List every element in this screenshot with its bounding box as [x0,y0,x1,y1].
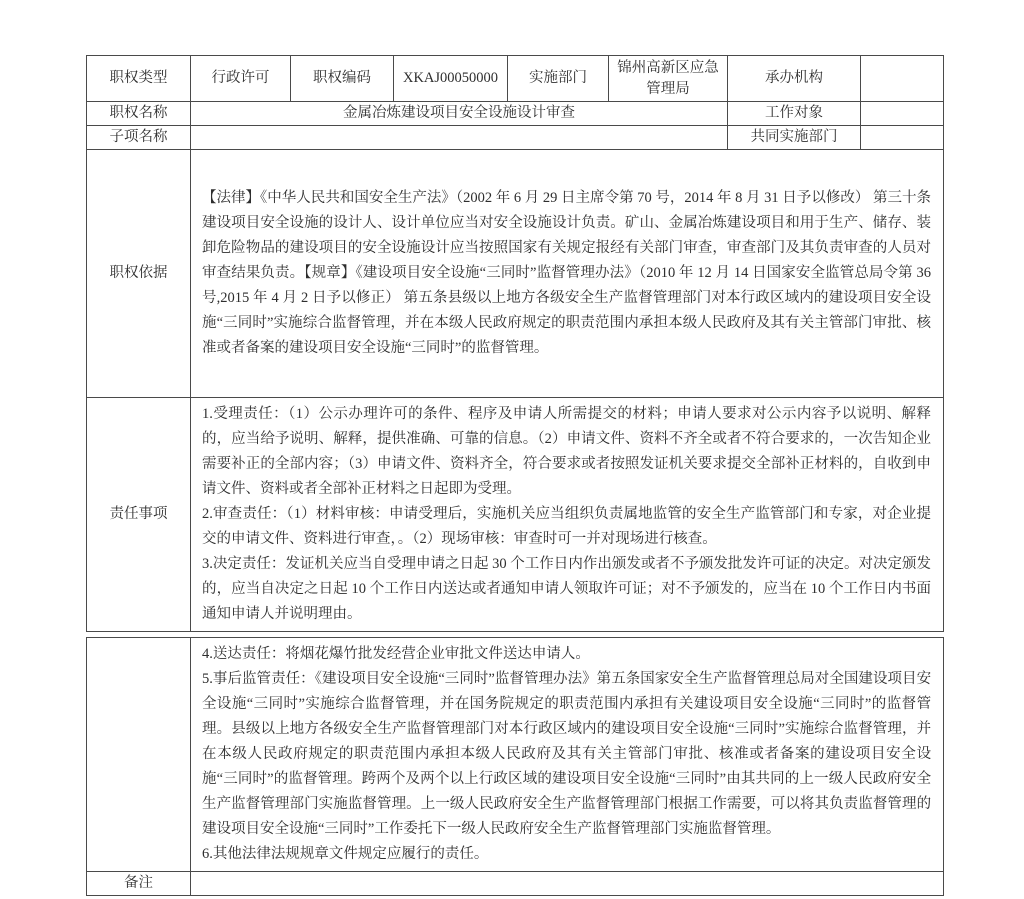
subitem-name-value [191,126,728,150]
authority-type-value: 行政许可 [191,56,291,102]
responsibility-item-3: 3.决定责任：发证机关应当自受理申请之日起 30 个工作日内作出颁发或者不予颁发批发许可证的决定。对决定颁发的，应当自决定之日起 10 个工作日内送达或者通知申请人领取许可证；对不予颁发的，应当在 10 个工作日内书面通知申请人并说明理由。 [202,556,931,622]
authority-code-value: XKAJ00050000 [394,56,508,102]
responsibility-continued-text [191,638,944,872]
responsibility-item-5: 5.事后监管责任：《建设项目安全设施“三同时”监督管理办法》第五条国家安全生产监督管理总局对全国建设项目安全设施“三同时”实施综合监督管理，并在国务院规定的职责范围内承担有关建设项目安全设施“三同时”的监督管理。县级以上地方各级安全生产监督管理部门对本行政区域内的建设项目安全设施“三同时”实施综合监督管理，并在本级人民政府规定的职责范围内承担本级人民政府及其有关主管部门审批、核准或者备案的建设项目安全设施“三同时”的监督管理。跨两个及两个以上行政区域的建设项目安全设施“三同时”由其共同的上一级人民政府安全生产监督管理部门实施监督管理。上一级人民政府安全生产监督管理部门根据工作需要，可以将其负责监督管理的建设项目安全设施“三同时”工作委托下一级人民政府安全生产监督管理部门实施监督管理。 [202,671,932,837]
responsibility-continued-row [87,638,944,872]
authority-table-upper [86,55,944,632]
remark-value [191,872,944,896]
responsibility-row [87,398,944,632]
authority-name-value: 金属冶炼建设项目安全设施设计审查 [191,102,728,126]
remark-row [87,872,944,896]
joint-dept-label: 共同实施部门 [728,126,861,150]
authority-table-lower [86,637,944,896]
authority-document [86,55,944,896]
header-row-2 [87,102,944,126]
undertaking-org-value [861,56,944,102]
joint-dept-value [861,126,944,150]
authority-name-label: 职权名称 [87,102,191,126]
header-row-3 [87,126,944,150]
undertaking-org-label: 承办机构 [728,56,861,102]
implementing-dept-label: 实施部门 [508,56,609,102]
work-object-value [861,102,944,126]
responsibility-continued-label [87,638,191,872]
legal-basis-row [87,150,944,398]
responsibility-item-1: 1.受理责任：（1）公示办理许可的条件、程序及申请人所需提交的材料；申请人要求对公示内容予以说明、解释的，应当给予说明、解释，提供准确、可靠的信息。（2）申请文件、资料不齐全或者不符合要求的，一次告知企业需要补正的全部内容；（3）申请文件、资料齐全，符合要求或者按照发证机关要求提交全部补正材料的，自收到申请文件、资料或者全部补正材料之日起即为受理。 [202,406,931,497]
work-object-label: 工作对象 [728,102,861,126]
header-row-1 [87,56,944,102]
legal-basis-label: 职权依据 [87,150,191,398]
authority-type-label: 职权类型 [87,56,191,102]
authority-code-label: 职权编码 [291,56,394,102]
responsibility-text [191,398,944,632]
implementing-dept-value: 锦州高新区应急管理局 [609,56,728,102]
responsibility-item-2: 2.审查责任：（1）材料审核：申请受理后，实施机关应当组织负责属地监管的安全生产监管部门和专家，对企业提交的申请文件、资料进行审查，。（2）现场审核：审查时可一并对现场进行核查。 [202,506,931,547]
responsibility-item-4: 4.送达责任：将烟花爆竹批发经营企业审批文件送达申请人。 [202,646,590,662]
responsibility-label: 责任事项 [87,398,191,632]
subitem-name-label: 子项名称 [87,126,191,150]
responsibility-item-6: 6.其他法律法规规章文件规定应履行的责任。 [202,846,489,862]
remark-label: 备注 [87,872,191,896]
legal-basis-text: 【法律】《中华人民共和国安全生产法》（2002 年 6 月 29 日主席令第 70 号，2014 年 8 月 31 日予以修改） 第三十条建设项目安全设施的设计人、设计单位应当对安全设施设计负责。矿山、金属冶炼建设项目和用于生产、储存、装卸危险物品的建设项目的安全设施设计应当按照国家有关规定报经有关部门审查，审查部门及其负责审查的人员对审查结果负责。【规章】《建设项目安全设施“三同时”监督管理办法》（2010 年 12 月 14 日国家安全监管总局令第 36 号,2015 年 4 月 2 日予以修正） 第五条县级以上地方各级安全生产监督管理部门对本行政区域内的建设项目安全设施“三同时”实施综合监督管理，并在本级人民政府规定的职责范围内承担本级人民政府及其有关主管部门审批、核准或者备案的建设项目安全设施“三同时”的监督管理。 [191,150,944,398]
